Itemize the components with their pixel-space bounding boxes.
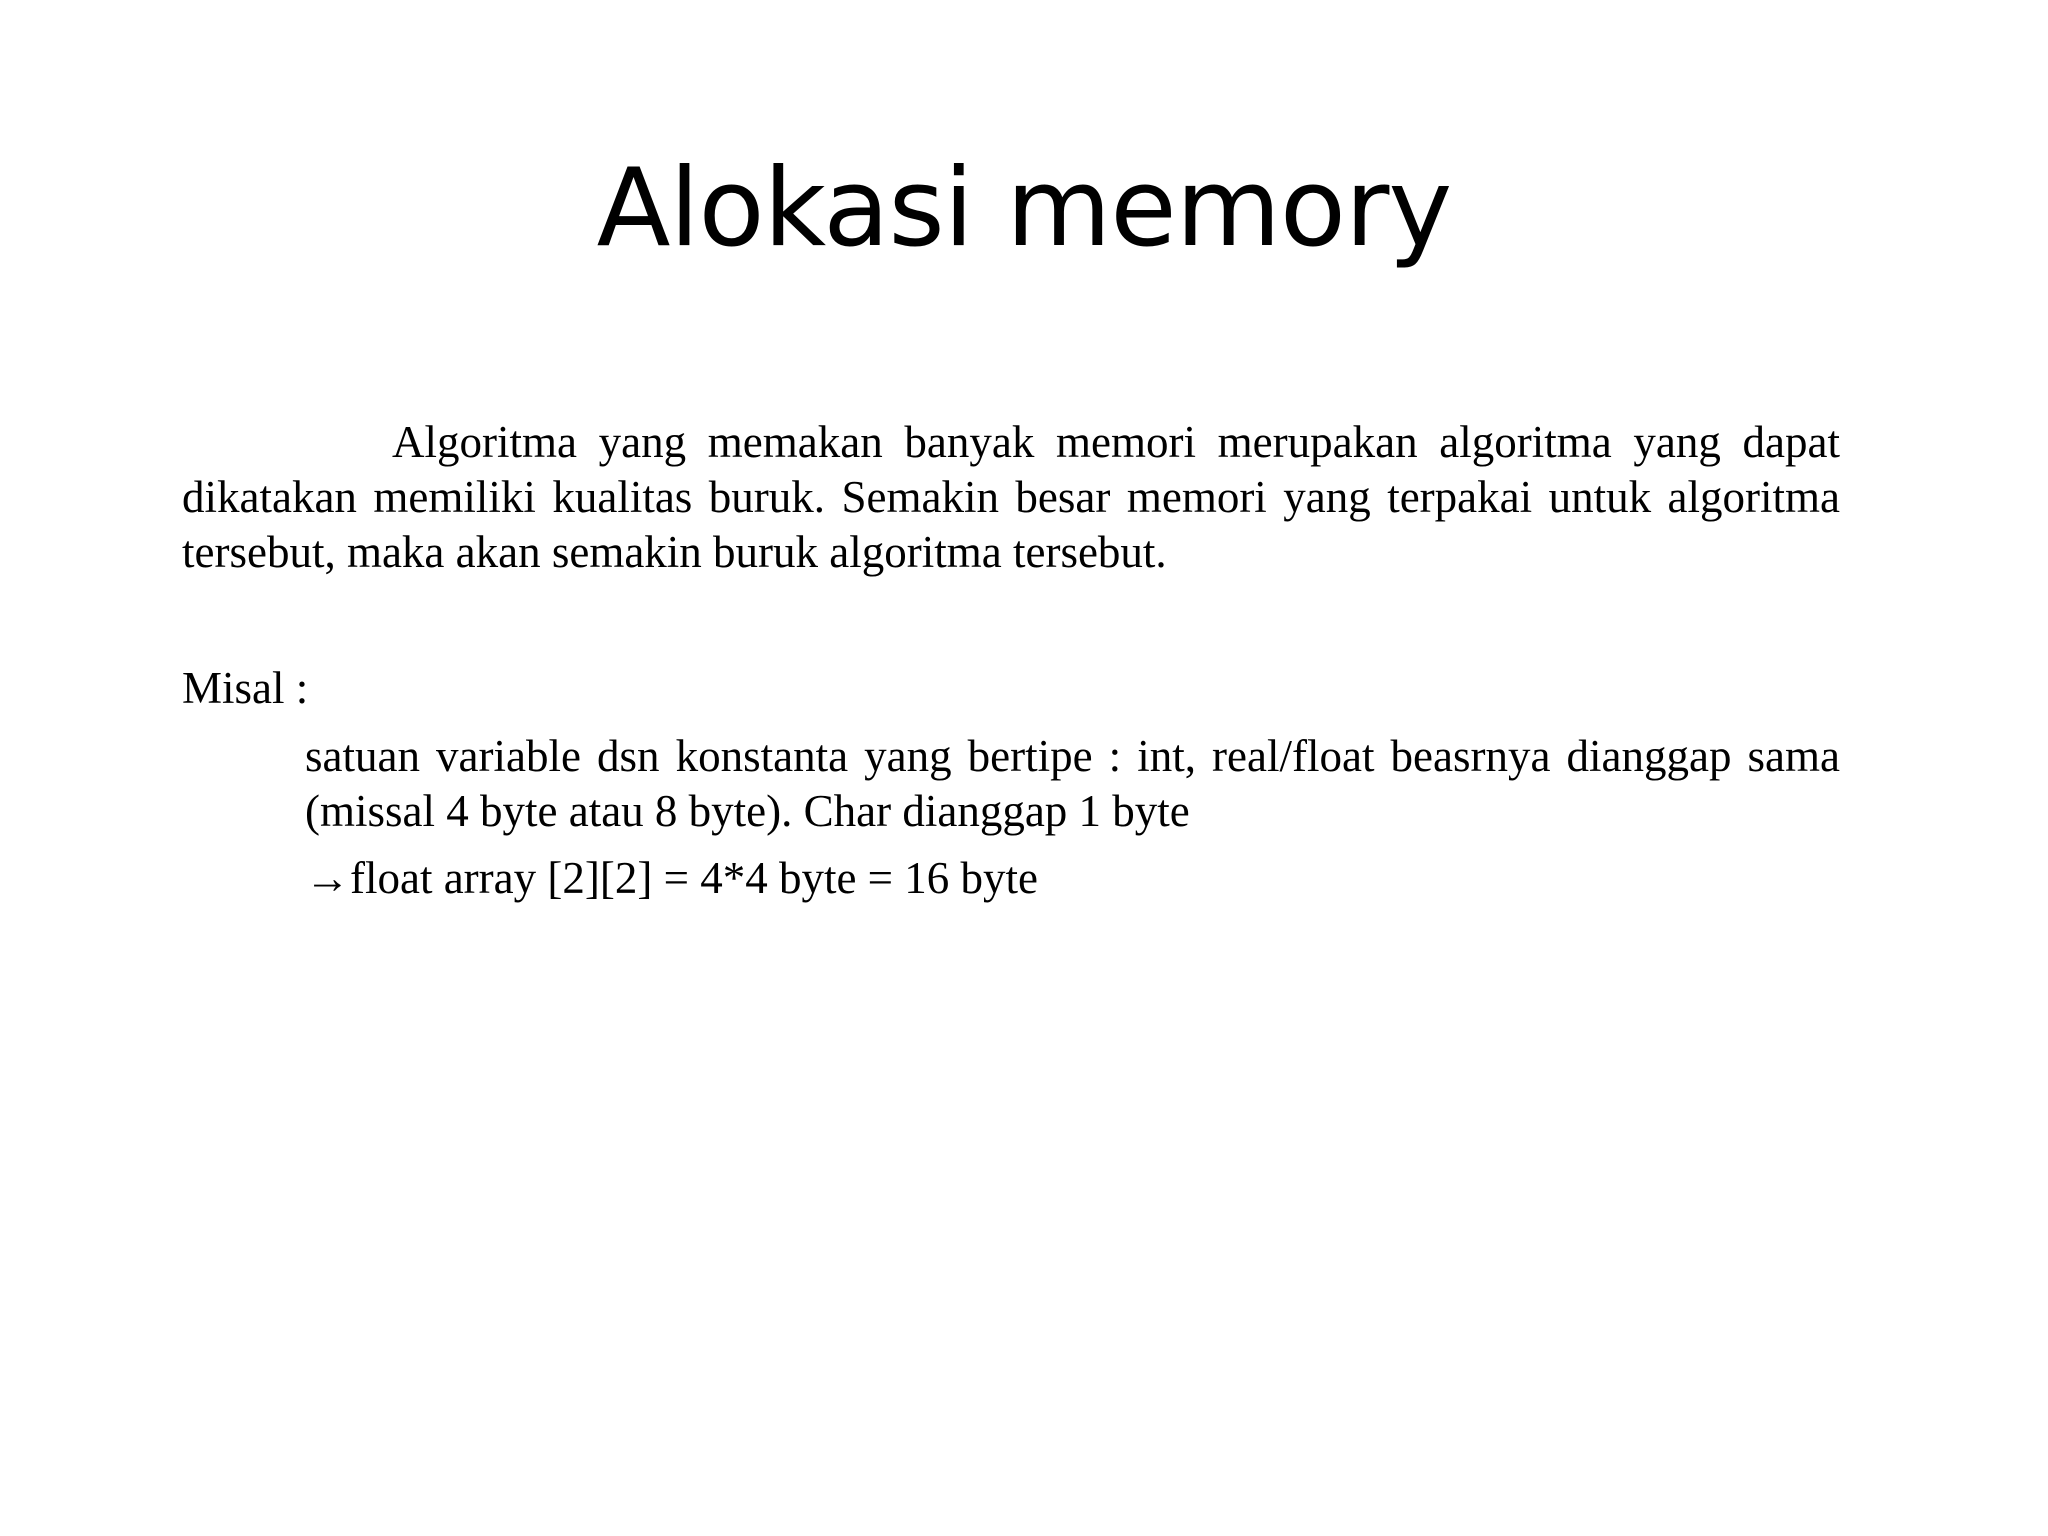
example-description: satuan variable dsn konstanta yang bertipe : int, real/float beasrnya dianggap sama (missal 4 byte atau 8 byte). Char dianggap 1 byte [305,731,1840,836]
slide-title: Alokasi memory [596,146,1452,271]
intro-paragraph: Algoritma yang memakan banyak memori merupakan algoritma yang dapat dikatakan memiliki kualitas buruk. Semakin besar memori yang terpakai untuk algoritma tersebut, maka akan semakin buruk algoritma tersebut. [182,417,1840,577]
example-label: Misal : [182,663,309,713]
example-formula: →float array [2][2] = 4*4 byte = 16 byte [305,853,1039,903]
